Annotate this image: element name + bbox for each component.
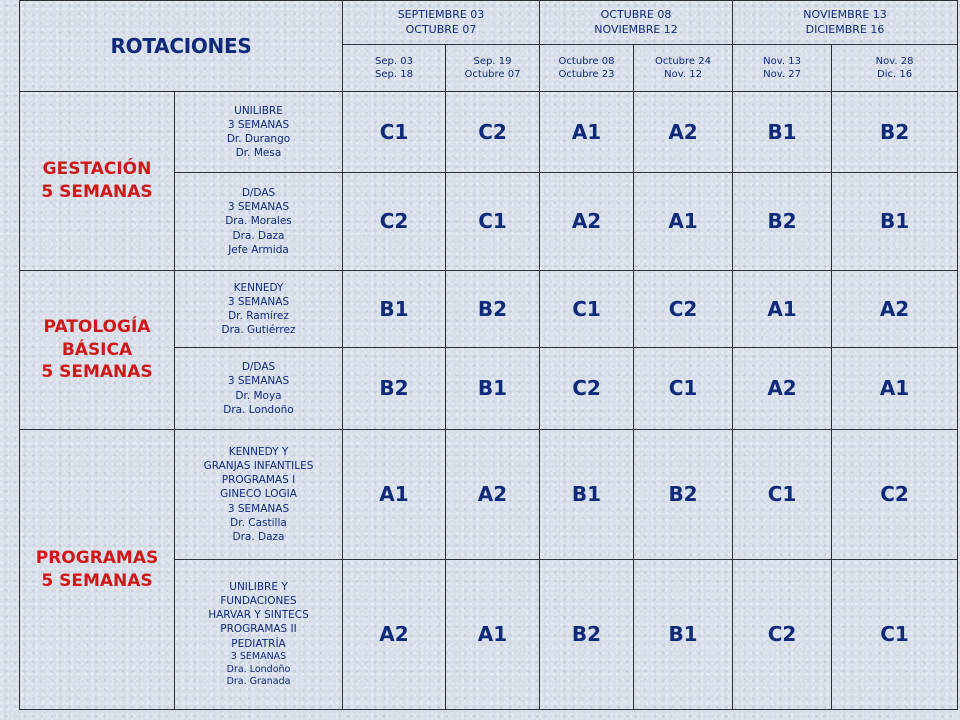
rotation-code: C2 — [733, 560, 832, 710]
period-2-end: NOVIEMBRE 12 — [594, 22, 678, 36]
site-line: Dra. Gutiérrez — [221, 324, 296, 337]
table-row — [20, 92, 958, 173]
subperiod-2 — [446, 45, 540, 92]
category-gestacion-line-1: GESTACIÓN — [42, 159, 152, 180]
category-gestacion-line-2: 5 SEMANAS — [41, 182, 153, 202]
site-line: GINECO LOGIA — [220, 488, 297, 501]
subperiod-1-start: Sep. 03 — [375, 55, 413, 67]
category-patologia-line-1: PATOLOGÍA — [43, 316, 151, 337]
site-line: PEDIATRÍA — [231, 637, 286, 650]
rotation-code: C1 — [446, 173, 540, 271]
subperiod-4-start: Octubre 24 — [655, 55, 711, 67]
site-cell — [175, 560, 343, 710]
rotation-code: C2 — [343, 173, 446, 271]
site-line: Dr. Durango — [226, 133, 291, 145]
site-cell — [175, 92, 343, 173]
period-1-end: OCTUBRE 07 — [405, 22, 477, 36]
rotation-code: B1 — [634, 560, 733, 710]
site-line: Dr. Castilla — [230, 516, 287, 529]
rotation-code: A2 — [446, 430, 540, 560]
rotation-code: C1 — [733, 430, 832, 560]
subperiod-1-end: Sep. 18 — [375, 69, 413, 80]
period-header-3 — [733, 1, 958, 45]
subperiod-5-end: Nov. 27 — [763, 69, 801, 80]
rotation-code: B2 — [634, 430, 733, 560]
site-line: Dr. Mesa — [235, 147, 282, 160]
period-3-end: DICIEMBRE 16 — [805, 22, 885, 36]
rotation-code: C1 — [634, 348, 733, 430]
subperiod-6-end: Dic. 16 — [877, 69, 913, 80]
period-3-start: NOVIEMBRE 13 — [803, 7, 887, 21]
rotation-code: B1 — [832, 173, 958, 271]
site-line: 3 SEMANAS — [230, 650, 287, 662]
period-2-start: OCTUBRE 08 — [600, 7, 672, 21]
site-line: FUNDACIONES — [220, 595, 297, 608]
rotation-code: A1 — [343, 430, 446, 560]
rotation-code: B1 — [343, 271, 446, 348]
rotation-code: C1 — [832, 560, 958, 710]
site-line: Jefe Armida — [228, 243, 289, 256]
site-line: 3 SEMANAS — [227, 502, 290, 515]
site-line: D/DAS — [241, 361, 276, 374]
rotation-code: A2 — [540, 173, 634, 271]
site-line: 3 SEMANAS — [227, 295, 290, 308]
site-line: UNILIBRE — [234, 104, 283, 117]
site-line: Dra. Londoño — [223, 403, 294, 416]
rotation-code: B1 — [540, 430, 634, 560]
site-line: PROGRAMAS II — [220, 623, 297, 636]
subperiod-5 — [733, 45, 832, 92]
rotation-code: B2 — [733, 173, 832, 271]
rotation-code: A1 — [540, 92, 634, 173]
rotation-code: A2 — [343, 560, 446, 710]
rotation-table — [19, 0, 958, 710]
subperiod-2-end: Octubre 07 — [464, 69, 521, 80]
rotation-code: A2 — [733, 348, 832, 430]
subperiod-1 — [343, 45, 446, 92]
site-line: 3 SEMANAS — [227, 201, 290, 214]
site-line: D/DAS — [241, 187, 276, 200]
site-line: KENNEDY — [233, 281, 284, 294]
subperiod-5-start: Nov. 13 — [763, 55, 801, 67]
period-header-row — [20, 1, 958, 45]
rotation-code: A1 — [733, 271, 832, 348]
site-line: Dra. Granada — [226, 676, 291, 688]
site-line: KENNEDY Y — [228, 445, 289, 458]
site-line: Dr. Moya — [235, 389, 282, 402]
rotation-code: B1 — [446, 348, 540, 430]
rotation-code: B1 — [733, 92, 832, 173]
subperiod-3-end: Octubre 23 — [558, 69, 615, 80]
subperiod-3 — [540, 45, 634, 92]
rotation-code: C2 — [446, 92, 540, 173]
site-line: Dra. Morales — [225, 215, 292, 228]
rotation-code: B2 — [540, 560, 634, 710]
rotation-code: A1 — [832, 348, 958, 430]
category-patologia-line-3: 5 SEMANAS — [41, 362, 153, 383]
site-cell — [175, 271, 343, 348]
category-patologia-basica — [20, 271, 175, 430]
site-line: Dr. Ramírez — [228, 310, 289, 322]
category-patologia-line-2: BÁSICA — [61, 339, 133, 360]
category-programas-line-1: PROGRAMAS — [35, 547, 159, 568]
rotation-code: B2 — [832, 92, 958, 173]
rotation-code: A1 — [634, 173, 733, 271]
rotation-code: B2 — [446, 271, 540, 348]
rotation-code: C1 — [343, 92, 446, 173]
site-line: PROGRAMAS I — [221, 474, 296, 487]
period-1-start: SEPTIEMBRE 03 — [397, 7, 485, 21]
rotation-code: C2 — [634, 271, 733, 348]
category-gestacion — [20, 92, 175, 271]
table-row — [20, 430, 958, 560]
site-line: GRANJAS INFANTILES — [203, 460, 314, 473]
table-row — [20, 271, 958, 348]
subperiod-2-start: Sep. 19 — [473, 55, 512, 67]
subperiod-3-start: Octubre 08 — [558, 55, 615, 67]
rotation-code: A2 — [634, 92, 733, 173]
rotation-code: C2 — [540, 348, 634, 430]
subperiod-4 — [634, 45, 733, 92]
period-header-1 — [343, 1, 540, 45]
rotation-code: A1 — [446, 560, 540, 710]
site-line: UNILIBRE Y — [229, 580, 288, 593]
site-line: HARVAR Y SINTECS — [208, 609, 309, 622]
site-line: Dra. Daza — [232, 530, 285, 543]
site-line: Dra. Daza — [232, 229, 285, 242]
period-header-2 — [540, 1, 733, 45]
table-title: ROTACIONES — [20, 1, 343, 92]
rotation-code: A2 — [832, 271, 958, 348]
category-programas — [20, 430, 175, 710]
site-cell — [175, 348, 343, 430]
rotation-code: B2 — [343, 348, 446, 430]
subperiod-6 — [832, 45, 958, 92]
rotation-code: C2 — [832, 430, 958, 560]
site-line: 3 SEMANAS — [227, 118, 290, 131]
site-cell — [175, 173, 343, 271]
rotation-code: C1 — [540, 271, 634, 348]
category-programas-line-2: 5 SEMANAS — [41, 570, 153, 591]
subperiod-6-start: Nov. 28 — [875, 55, 914, 67]
site-cell — [175, 430, 343, 560]
site-line: 3 SEMANAS — [227, 375, 290, 388]
site-line: Dra. Londoño — [226, 663, 291, 675]
subperiod-4-end: Nov. 12 — [664, 69, 702, 80]
